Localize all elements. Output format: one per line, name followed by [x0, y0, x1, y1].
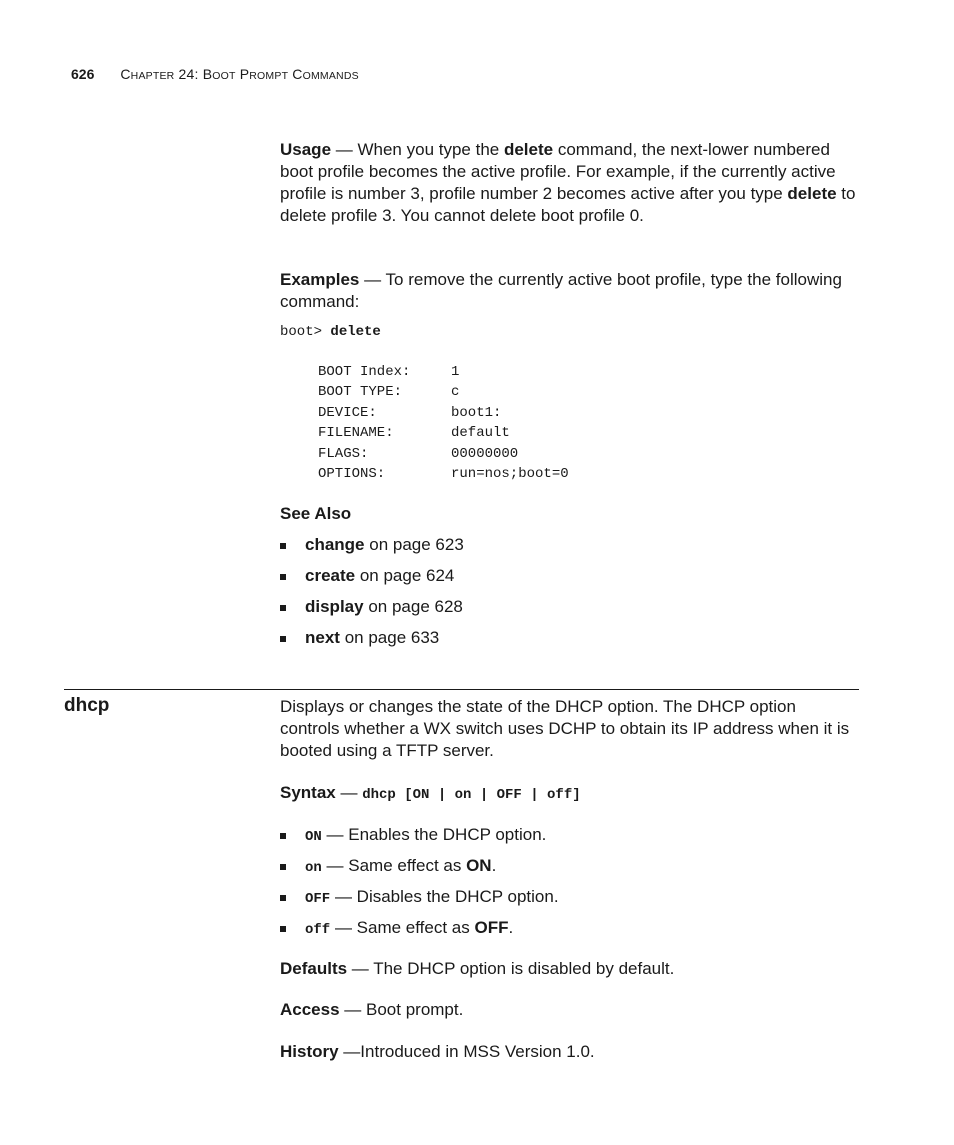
- boot-output: [318, 362, 569, 484]
- option-item: OFF — Disables the DHCP option.: [280, 886, 860, 917]
- page-number: 626: [71, 66, 95, 82]
- output-row: FILENAME: default: [318, 425, 510, 442]
- see-also-list: [280, 534, 860, 658]
- chapter-title: CHAPTER 24: BOOT PROMPT COMMANDS: [120, 66, 359, 82]
- access-label: Access: [280, 1000, 340, 1019]
- output-row: BOOT TYPE: c: [318, 384, 460, 401]
- option-item: off — Same effect as OFF.: [280, 917, 860, 948]
- boot-prompt: boot>: [280, 324, 331, 340]
- bullet-icon: [280, 895, 286, 901]
- output-row: OPTIONS: run=nos;boot=0: [318, 465, 569, 482]
- option-item: ON — Enables the DHCP option.: [280, 824, 860, 855]
- usage-label: Usage: [280, 140, 332, 159]
- examples-paragraph: Examples — To remove the currently active boot profile, type the following command:: [280, 270, 842, 311]
- history-label: History: [280, 1042, 339, 1061]
- running-header: [71, 66, 359, 82]
- access-paragraph: Access — Boot prompt.: [280, 1000, 464, 1019]
- dhcp-description: Displays or changes the state of the DHCP option. The DHCP option controls whether a WX switch uses DCHP to obtain its IP address when it is booted using a TFTP server.: [280, 697, 850, 760]
- syntax-label: Syntax: [280, 783, 336, 802]
- see-also-item-next[interactable]: next on page 633: [280, 627, 860, 658]
- section-divider: [64, 689, 859, 690]
- dhcp-options-list: [280, 824, 860, 948]
- bullet-icon: [280, 605, 286, 611]
- see-also-item-create[interactable]: create on page 624: [280, 565, 860, 596]
- bullet-icon: [280, 926, 286, 932]
- see-also-item-change[interactable]: change on page 623: [280, 534, 860, 565]
- usage-paragraph: Usage — When you type the delete command, the next-lower numbered boot profile becomes the active profile. For example, if the currently active profile is number 3, profile number 2 becomes active after you type delete to delete profile 3. You cannot delete boot profile 0.: [280, 140, 856, 225]
- bullet-icon: [280, 636, 286, 642]
- examples-label: Examples: [280, 270, 360, 289]
- bullet-icon: [280, 543, 286, 549]
- example-command-line: [280, 322, 381, 342]
- see-also-item-display[interactable]: display on page 628: [280, 596, 860, 627]
- output-row: FLAGS: 00000000: [318, 445, 519, 462]
- option-item: on — Same effect as ON.: [280, 855, 860, 886]
- example-command: delete: [330, 324, 381, 340]
- syntax-code: dhcp [ON | on | OFF | off]: [362, 787, 581, 803]
- bullet-icon: [280, 574, 286, 580]
- defaults-paragraph: Defaults — The DHCP option is disabled by default.: [280, 959, 675, 978]
- syntax-line: Syntax — dhcp [ON | on | OFF | off]: [280, 783, 581, 803]
- history-paragraph: History —Introduced in MSS Version 1.0.: [280, 1042, 595, 1061]
- output-row: BOOT Index: 1: [318, 364, 460, 380]
- bullet-icon: [280, 833, 286, 839]
- bullet-icon: [280, 864, 286, 870]
- section-title-dhcp: dhcp: [64, 695, 110, 716]
- delete-command: delete: [503, 140, 554, 159]
- output-row: DEVICE: boot1:: [318, 404, 502, 421]
- see-also-heading: See Also: [280, 504, 352, 523]
- defaults-label: Defaults: [280, 959, 348, 978]
